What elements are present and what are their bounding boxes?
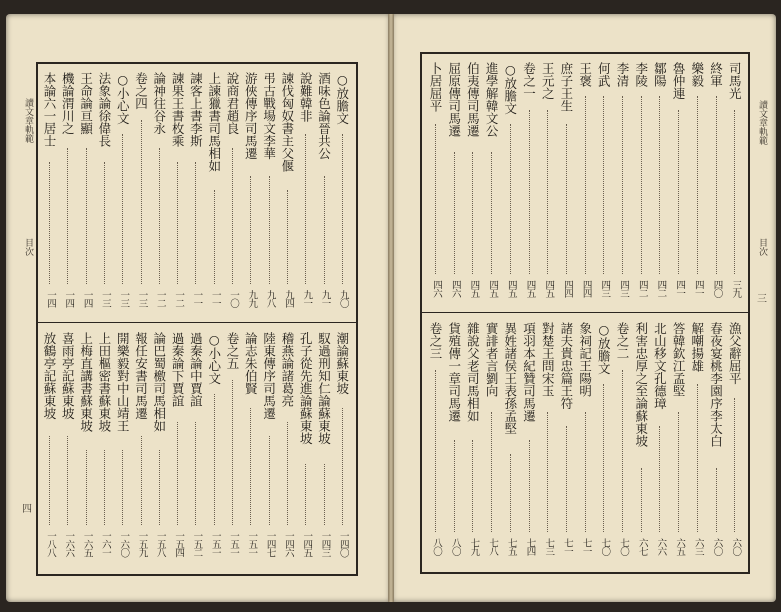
toc-entry-title: 貨殖傳一章司馬遷 (446, 322, 462, 422)
toc-entry-page: 一六五 (81, 531, 93, 557)
toc-leader-dots (86, 450, 87, 525)
toc-entry-page: 七一 (580, 538, 592, 555)
toc-entry-page: 一四 (45, 290, 56, 307)
toc-entry-page: 一二 (173, 290, 185, 307)
toc-leader-dots (122, 134, 123, 284)
toc-entry-title: 李清 (615, 62, 630, 87)
toc-entry-title: 終軍 (708, 62, 724, 87)
toc-entry-page: 六七 (636, 538, 648, 555)
toc-entry-title: 魯仲連 (671, 62, 687, 100)
toc-entry-page: 一五一 (228, 531, 239, 557)
toc-entry-page: 一四五 (301, 531, 313, 557)
toc-entry-page: 一五二 (191, 531, 203, 557)
toc-entry-page: 六六 (655, 538, 667, 555)
toc-leader-dots (250, 176, 251, 284)
toc-leader-dots (734, 398, 735, 532)
right-divider (422, 312, 748, 313)
toc-leader-dots (49, 162, 50, 284)
toc-entry-title: 稽燕論諸葛亮 (279, 332, 295, 407)
toc-entry-title: 潮論蘇東坡 (334, 332, 350, 395)
toc-entry-page: 一三 (99, 290, 111, 307)
toc-entry-page: 七四 (524, 538, 536, 555)
toc-leader-dots (678, 412, 679, 532)
toc-entry-page: 六〇 (730, 538, 742, 555)
toc-leader-dots (214, 394, 215, 525)
toc-entry-page: 四三 (599, 280, 611, 297)
toc-leader-dots (67, 148, 68, 284)
toc-entry-title: 過秦論中賈誼 (188, 332, 204, 407)
toc-entry-page: 九四 (282, 290, 294, 307)
toc-entry-page: 一五一 (209, 531, 221, 557)
toc-leader-dots (622, 96, 623, 274)
toc-entry-title: 卜居屈平 (428, 62, 443, 112)
toc-entry-title: 論巴蜀檄司馬相如 (151, 332, 167, 432)
toc-entry-title: 喜雨亭記蘇東坡 (60, 332, 76, 420)
toc-entry-page: 四一 (674, 280, 686, 297)
toc-entry-title: 卷之一 (521, 62, 537, 100)
toc-entry-page: 七三 (543, 538, 555, 555)
toc-entry-page: 九一 (301, 290, 313, 307)
toc-entry-title: 游俠傳序司馬遷 (243, 72, 259, 160)
toc-entry-title: 答韓欽江孟堅 (671, 322, 687, 397)
toc-entry-page: 四五 (524, 280, 536, 297)
toc-entry-page: 七〇 (599, 538, 611, 555)
toc-entry-page: 七一 (561, 538, 573, 555)
toc-entry-page: 九九 (246, 290, 258, 307)
toc-entry-page: 六五 (674, 538, 686, 555)
toc-leader-dots (716, 96, 717, 274)
toc-entry-title: 法象論徐偉長 (96, 72, 112, 147)
toc-entry-page: 四四 (561, 280, 573, 297)
toc-leader-dots (104, 450, 105, 525)
toc-entry-page: 四二 (636, 280, 648, 297)
right-folio: 三 (757, 294, 767, 305)
toc-leader-dots (49, 436, 50, 525)
toc-entry-page: 一〇 (228, 290, 239, 307)
toc-entry-title: 卷之三 (428, 322, 443, 360)
toc-entry-title: 諫果王書枚乘 (170, 72, 186, 147)
toc-leader-dots (287, 422, 288, 525)
toc-leader-dots (510, 454, 511, 532)
toc-entry-page: 一四 (63, 290, 75, 307)
toc-entry-page: 一四〇 (337, 531, 349, 557)
toc-leader-dots (566, 124, 567, 274)
toc-entry-page: 七九 (468, 538, 480, 555)
toc-leader-dots (214, 190, 215, 284)
toc-leader-dots (454, 440, 455, 532)
toc-entry-title: ○放膽文 (596, 322, 612, 375)
toc-leader-dots (491, 152, 492, 274)
toc-leader-dots (547, 412, 548, 532)
toc-leader-dots (232, 148, 233, 284)
toc-entry-title: 上諫獵書司馬相如 (206, 72, 222, 172)
toc-entry-page: 四五 (468, 280, 480, 297)
toc-entry-page: 一六〇 (118, 531, 130, 557)
toc-entry-title: 王命論亘顯 (78, 72, 94, 135)
toc-entry-page: 一六一 (99, 531, 111, 557)
toc-entry-title: 諫伐匈奴書主父偃 (279, 72, 295, 172)
toc-entry-page: 四一 (692, 280, 704, 297)
toc-entry-page: 一一 (191, 290, 203, 307)
toc-entry-title: 報任安書司馬遷 (133, 332, 149, 420)
toc-entry-title: 象祠記王陽明 (577, 322, 593, 397)
toc-entry-title: 機論渭川之 (60, 72, 76, 135)
toc-leader-dots (324, 176, 325, 284)
toc-entry-title: ○放膽文 (334, 72, 350, 125)
toc-leader-dots (177, 422, 178, 525)
toc-entry-title: 實誹者言劉向 (484, 322, 500, 397)
toc-leader-dots (659, 96, 660, 274)
toc-leader-dots (472, 152, 473, 274)
toc-entry-page: 一二 (154, 290, 166, 307)
toc-leader-dots (641, 96, 642, 274)
toc-leader-dots (585, 96, 586, 274)
left-toc-frame (36, 62, 358, 576)
toc-entry-page: 四六 (431, 280, 442, 297)
toc-entry-title: 諸夫貴忠篇王符 (558, 322, 574, 410)
toc-leader-dots (585, 412, 586, 532)
toc-entry-page: 三九 (730, 280, 742, 297)
toc-leader-dots (269, 176, 270, 284)
toc-leader-dots (250, 408, 251, 525)
toc-entry-page: 六〇 (711, 538, 723, 555)
toc-leader-dots (622, 370, 623, 532)
toc-leader-dots (491, 412, 492, 532)
right-toc-frame (420, 52, 750, 574)
toc-entry-page: 四五 (487, 280, 499, 297)
toc-entry-title: 酒味色論晉共公 (316, 72, 332, 160)
toc-entry-title: 論神往谷永 (151, 72, 167, 135)
toc-leader-dots (86, 148, 87, 284)
toc-entry-title: 本論六一居士 (42, 72, 57, 147)
toc-entry-page: 一四 (81, 290, 93, 307)
toc-leader-dots (159, 450, 160, 525)
toc-entry-title: 論志朱伯賢 (243, 332, 259, 395)
toc-entry-title: 利害忠厚之至論蘇東坡 (633, 322, 649, 447)
toc-entry-title: 開樂毅對中山靖王 (115, 332, 131, 432)
toc-leader-dots (305, 134, 306, 284)
toc-leader-dots (342, 134, 343, 284)
toc-leader-dots (435, 370, 436, 532)
toc-leader-dots (232, 380, 233, 525)
toc-entry-title: 屈原傳司馬遷 (446, 62, 462, 137)
toc-entry-title: 上梅直講書蘇東坡 (78, 332, 94, 432)
toc-leader-dots (104, 162, 105, 284)
toc-entry-title: 卷之二 (615, 322, 630, 360)
toc-entry-title: 司馬光 (727, 62, 743, 100)
toc-leader-dots (177, 162, 178, 284)
toc-entry-title: 對楚王問宋玉 (540, 322, 556, 397)
left-running-header: 讀文章軌範 (23, 98, 33, 143)
toc-entry-title: 李陵 (633, 62, 649, 87)
toc-entry-page: 七五 (505, 538, 517, 555)
toc-leader-dots (435, 124, 436, 274)
toc-leader-dots (195, 162, 196, 284)
toc-leader-dots (566, 426, 567, 532)
toc-entry-title: 王褒 (577, 62, 593, 87)
toc-leader-dots (697, 384, 698, 532)
toc-entry-page: 四四 (580, 280, 592, 297)
toc-leader-dots (641, 468, 642, 532)
right-running-header: 讀文章軌範 (757, 100, 767, 145)
toc-leader-dots (195, 422, 196, 525)
toc-entry-title: 卷之四 (133, 72, 149, 110)
toc-entry-page: 六三 (692, 538, 704, 555)
toc-entry-page: 一五九 (136, 531, 148, 557)
toc-entry-title: 春夜宴桃李園序李太白 (708, 322, 724, 447)
toc-entry-title: 過秦論下賈誼 (170, 332, 186, 407)
toc-entry-title: 北山移文孔德璋 (652, 322, 668, 410)
toc-leader-dots (678, 110, 679, 274)
toc-entry-title: 庶子王生 (558, 62, 574, 112)
toc-leader-dots (472, 440, 473, 532)
toc-entry-page: 九一 (319, 290, 331, 307)
toc-entry-page: 七八 (487, 538, 499, 555)
toc-entry-page: 四五 (505, 280, 517, 297)
toc-entry-title: 王元之 (540, 62, 556, 100)
toc-leader-dots (697, 96, 698, 274)
toc-entry-title: 異姓諸侯王表孫孟堅 (502, 322, 518, 435)
toc-entry-page: 一六六 (63, 531, 75, 557)
toc-entry-page: 八〇 (449, 538, 461, 555)
toc-entry-page: 一五一 (246, 531, 258, 557)
toc-leader-dots (716, 468, 717, 532)
toc-entry-title: 諫客上書李斯 (188, 72, 204, 147)
toc-leader-dots (603, 384, 604, 532)
toc-entry-page: 一三 (136, 290, 148, 307)
toc-leader-dots (67, 436, 68, 525)
toc-entry-page: 一八八 (45, 531, 56, 557)
toc-leader-dots (454, 152, 455, 274)
toc-entry-page: 一四六 (282, 531, 294, 557)
toc-entry-title: ○小心文 (115, 72, 131, 125)
toc-leader-dots (547, 110, 548, 274)
toc-entry-page: 四六 (449, 280, 461, 297)
toc-entry-title: 說難韓非 (298, 72, 314, 122)
toc-leader-dots (287, 190, 288, 284)
toc-entry-title: 樂毅 (689, 62, 705, 87)
toc-leader-dots (269, 436, 270, 525)
toc-leader-dots (510, 124, 511, 274)
toc-entry-title: 上田樞密書蘇東坡 (96, 332, 112, 432)
left-divider (38, 322, 356, 323)
toc-entry-page: 九〇 (337, 290, 349, 307)
toc-entry-title: ○小心文 (206, 332, 222, 385)
toc-leader-dots (529, 110, 530, 274)
toc-entry-title: 卷之五 (225, 332, 240, 370)
toc-leader-dots (659, 426, 660, 532)
toc-entry-page: 九八 (264, 290, 276, 307)
left-folio: 四 (22, 504, 32, 515)
toc-entry-title: 漁父辭屈平 (727, 322, 743, 385)
toc-leader-dots (734, 110, 735, 274)
toc-entry-title: 項羽本紀贊司馬遷 (521, 322, 537, 422)
toc-entry-title: 雜說父老司馬相如 (465, 322, 481, 422)
toc-entry-title: 何武 (596, 62, 612, 87)
toc-entry-title: 解嘲揚雄 (689, 322, 705, 372)
right-section-label: 目次 (757, 238, 767, 256)
toc-entry-title: 伯夷傳司馬遷 (465, 62, 481, 137)
left-section-label: 目次 (23, 238, 33, 256)
toc-entry-page: 一四三 (319, 531, 331, 557)
book-gutter (388, 14, 394, 602)
toc-entry-page: 七〇 (618, 538, 629, 555)
toc-entry-page: 一五八 (154, 531, 166, 557)
toc-entry-title: 馭過刑知仁論蘇東坡 (316, 332, 332, 445)
toc-leader-dots (342, 408, 343, 525)
toc-entry-page: 一三 (118, 290, 130, 307)
toc-leader-dots (159, 148, 160, 284)
toc-entry-title: 陸東傳序司馬遷 (261, 332, 277, 420)
toc-entry-page: 四五 (543, 280, 555, 297)
toc-entry-page: 四二 (655, 280, 667, 297)
toc-entry-page: 四三 (618, 280, 629, 297)
toc-entry-title: 孔子從先進論蘇東坡 (298, 332, 314, 445)
toc-leader-dots (529, 440, 530, 532)
toc-entry-title: 鄒陽 (652, 62, 668, 87)
toc-entry-title: 說商君趙良 (225, 72, 240, 135)
toc-leader-dots (603, 96, 604, 274)
toc-leader-dots (141, 436, 142, 525)
toc-leader-dots (141, 120, 142, 284)
toc-entry-page: 一四七 (264, 531, 276, 557)
toc-entry-title: 進學解韓文公 (484, 62, 500, 137)
toc-entry-page: 四〇 (711, 280, 723, 297)
toc-entry-page: 一五四 (173, 531, 185, 557)
toc-leader-dots (122, 450, 123, 525)
toc-entry-page: 八〇 (431, 538, 442, 555)
toc-leader-dots (305, 464, 306, 525)
toc-entry-title: 弔古戰場文李華 (261, 72, 277, 160)
toc-entry-title: 放鶴亭記蘇東坡 (42, 332, 57, 420)
toc-leader-dots (324, 464, 325, 525)
toc-entry-title: ○放膽文 (502, 62, 518, 115)
toc-entry-page: 一一 (209, 290, 221, 307)
